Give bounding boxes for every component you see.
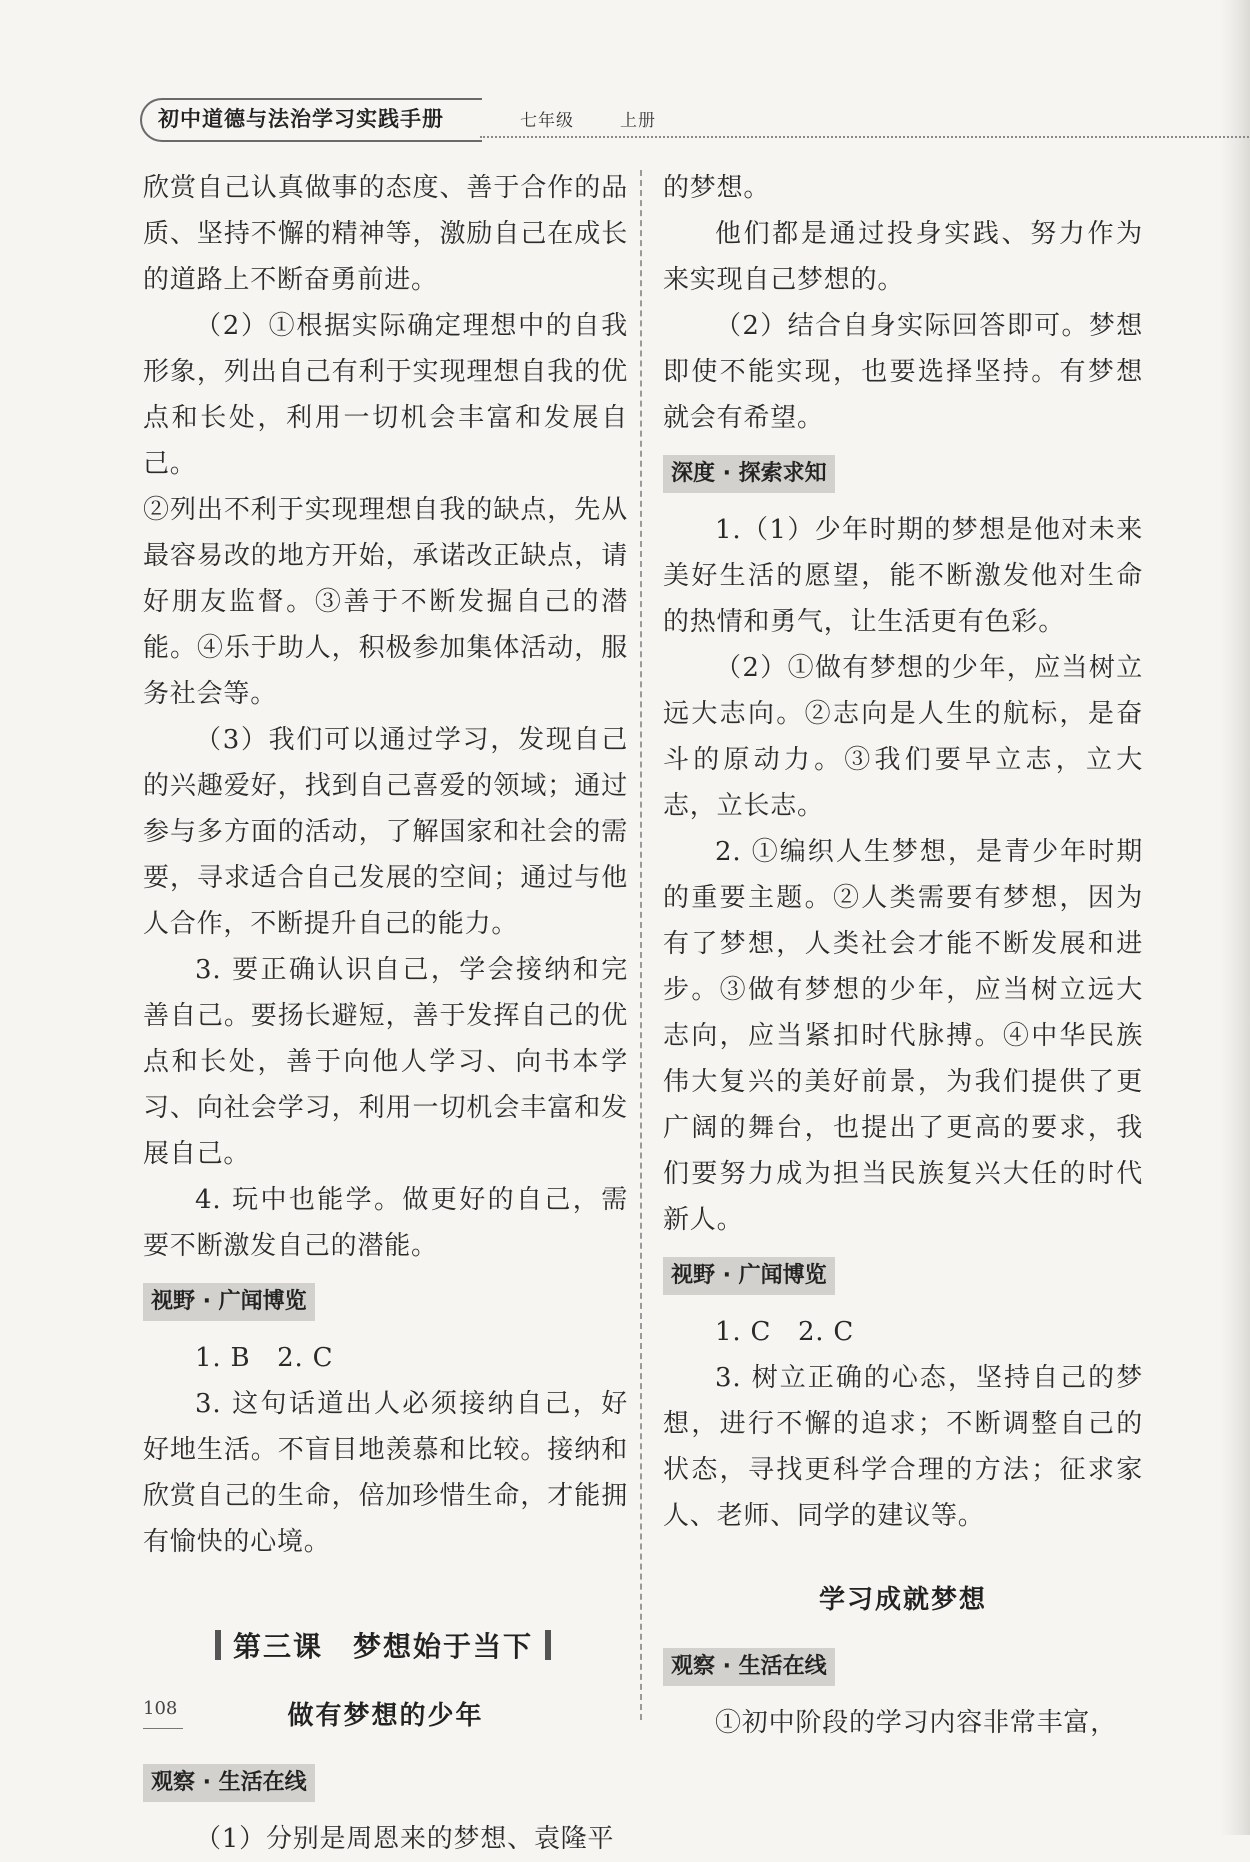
paragraph: ①初中阶段的学习内容非常丰富， <box>715 1708 1118 1738</box>
book-title: 初中道德与法治学习实践手册 <box>158 107 444 131</box>
paragraph: 1.（1）少年时期的梦想是他对未来美好生活的愿望，能不断激发他对生命的热情和勇气，让生活更有色彩。 <box>663 515 1143 637</box>
paragraph: 3. 要正确认识自己，学会接纳和完善自己。要扬长避短，善于发挥自己的优点和长处，善于向他人学习、向书本学习、向社会学习，利用一切机会丰富和发展自己。 <box>143 955 628 1169</box>
left-column <box>143 165 628 1862</box>
paragraph: （2）①做有梦想的少年，应当树立远大志向。②志向是人生的航标，是奋斗的原动力。③我们要早立志，立大志，立长志。 <box>663 653 1143 821</box>
paragraph: 欣赏自己认真做事的态度、善于合作的品质、坚持不懈的精神等，激励自己在成长的道路上不断奋勇前进。 <box>143 173 628 295</box>
grade-label: 七年级 <box>520 111 574 131</box>
paragraph: 他们都是通过投身实践、努力作为来实现自己梦想的。 <box>663 219 1143 295</box>
lesson-title <box>203 1625 628 1665</box>
paragraph: 3. 这句话道出人必须接纳自己，好好地生活。不盲目地羡慕和比较。接纳和欣赏自己的生命，倍加珍惜生命，才能拥有愉快的心境。 <box>143 1389 628 1557</box>
section-tag-depth: 深度 · 探索求知 <box>663 455 835 493</box>
header-rule <box>480 136 1250 138</box>
running-header <box>140 98 1140 140</box>
paragraph: 2. ①编织人生梦想，是青少年时期的重要主题。②人类需要有梦想，因为有了梦想，人类社会才能不断发展和进步。③做有梦想的少年，应当树立远大志向，应当紧扣时代脉搏。④中华民族伟大复兴的美好前景，为我们提供了更广阔的舞台，也提出了更高的要求，我们要努力成为担当民族复兴大任的时代新人。 <box>663 837 1143 1235</box>
page-edge <box>1220 0 1250 1835</box>
paragraph: 4. 玩中也能学。做更好的自己，需要不断激发自己的潜能。 <box>143 1185 628 1261</box>
page-number: 108 <box>143 1698 178 1719</box>
section-tag-vision: 视野 · 广闻博览 <box>143 1283 315 1321</box>
answer-line: 1. C 2. C <box>715 1317 855 1347</box>
title-bar-left <box>215 1630 221 1660</box>
paragraph: （2）结合自身实际回答即可。梦想即使不能实现，也要选择坚持。有梦想就会有希望。 <box>663 311 1143 433</box>
paragraph: （1）分别是周恩来的梦想、袁隆平 <box>195 1824 615 1854</box>
section-tag-vision: 视野 · 广闻博览 <box>663 1257 835 1295</box>
paragraph: ②列出不利于实现理想自我的缺点，先从最容易改的地方开始，承诺改正缺点，请好朋友监督。③善于不断发掘自己的潜能。④乐于助人，积极参加集体活动，服务社会等。 <box>143 495 628 709</box>
lesson-title-text: 第三课 梦想始于当下 <box>233 1630 534 1663</box>
title-bar-right <box>545 1630 551 1660</box>
right-column <box>663 165 1143 1746</box>
paragraph: 的梦想。 <box>663 173 771 203</box>
column-divider <box>640 170 642 1720</box>
page-number-rule <box>143 1728 183 1729</box>
section-tag-observe: 观察 · 生活在线 <box>663 1648 835 1686</box>
section-subtitle: 做有梦想的少年 <box>287 1701 484 1731</box>
volume-label: 上册 <box>620 111 656 131</box>
paragraph: （2）①根据实际确定理想中的自我形象，列出自己有利于实现理想自我的优点和长处，利用一切机会丰富和发展自己。 <box>143 311 628 479</box>
paragraph: （3）我们可以通过学习，发现自己的兴趣爱好，找到自己喜爱的领域；通过参与多方面的活动，了解国家和社会的需要，寻求适合自己发展的空间；通过与他人合作，不断提升自己的能力。 <box>143 725 628 939</box>
section-tag-observe: 观察 · 生活在线 <box>143 1764 315 1802</box>
section-subtitle: 学习成就梦想 <box>818 1585 987 1615</box>
answer-line: 1. B 2. C <box>195 1343 334 1373</box>
paragraph: 3. 树立正确的心态，坚持自己的梦想，进行不懈的追求；不断调整自己的状态，寻找更科学合理的方法；征求家人、老师、同学的建议等。 <box>663 1363 1143 1531</box>
